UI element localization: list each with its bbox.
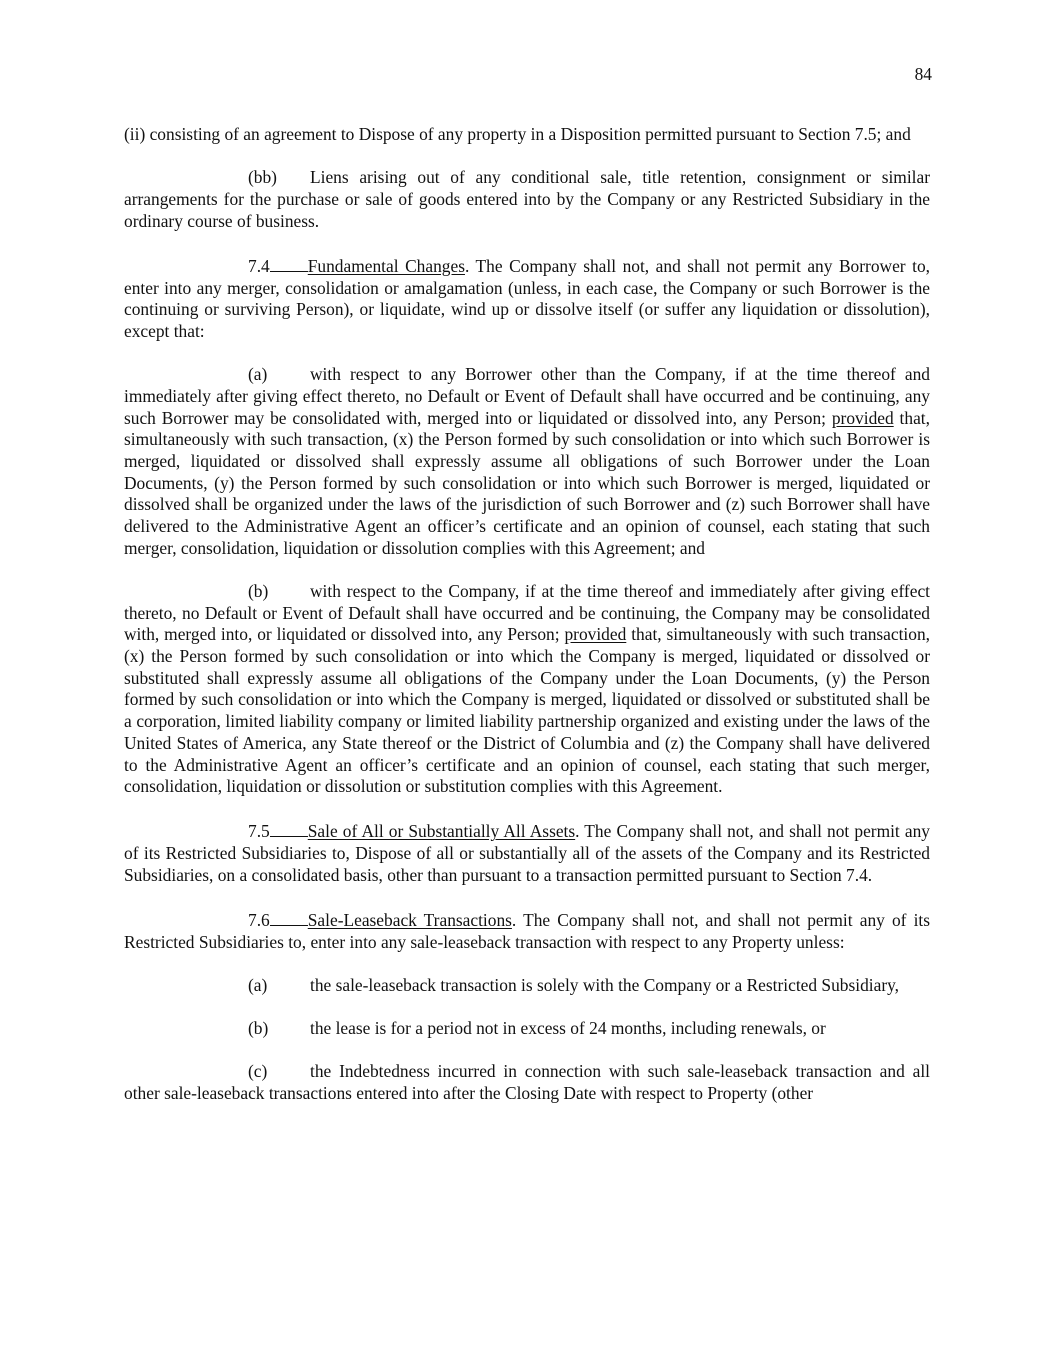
section-7-6 xyxy=(124,908,930,953)
heading-leader xyxy=(270,254,308,272)
clause-7-6-b xyxy=(124,1018,930,1040)
section-heading: Sale of All or Substantially All Assets xyxy=(307,821,576,842)
clause-7-6-c xyxy=(124,1061,930,1104)
clause-bb xyxy=(124,167,930,232)
clause-text: the lease is for a period not in excess of 24 months, including renewals, or xyxy=(310,1018,826,1039)
clause-label: (a) xyxy=(248,364,268,385)
document-body xyxy=(124,124,930,1126)
clause-text-continued: that, simultaneously with such transaction, (x) the Person formed by such consolidation or into which such Borrower is merged, liquidated or dissolved shall expressly assume all obligations of such Borrower under the Loan Documents, (y) the Person formed by such consolidation or into which such Borrower is merged, liquidated or dissolved shall be organized under the laws of the jurisdiction of such Borrower and (z) such Borrower shall have delivered to the Administrative Agent an officer’s certificate and an opinion of counsel, each stating that such merger, consolidation, liquidation or dissolution complies with this Agreement; and xyxy=(124,407,930,558)
section-7-5 xyxy=(124,819,930,886)
clause-text-continued: that, simultaneously with such transaction, (x) the Person formed by such consolidation or into which the Company is merged, liquidated or dissolved or substituted shall expressly assume all obligations of the Company under the Loan Documents, (y) the Person formed by such consolidation or into which the Company is merged, liquidated or dissolved or substituted shall be a corporation, limited liability company or limited liability partnership organized and existing under the laws of the United States of America, any State thereof or the District of Columbia and (z) the Company shall have delivered to the Administrative Agent an officer’s certificate and an opinion of counsel, each stating that such merger, consolidation, liquidation or dissolution or substitution complies with this Agreement. xyxy=(124,624,930,797)
section-7-4 xyxy=(124,254,930,343)
section-number: 7.4 xyxy=(248,255,270,276)
clause-7-6-a xyxy=(124,975,930,997)
clause-label: (b) xyxy=(248,1018,269,1039)
section-number: 7.6 xyxy=(248,910,270,931)
section-heading: Sale-Leaseback Transactions xyxy=(307,910,512,931)
paragraph-continuation: (ii) consisting of an agreement to Dispose of any property in a Disposition permitted pursuant to Section 7.5; and xyxy=(124,124,911,144)
heading-leader xyxy=(270,819,308,837)
clause-label: (a) xyxy=(248,975,268,995)
clause-text: with respect to any Borrower other than the Company, if at the time thereof and immediately after giving effect thereto, no Default or Event of Default shall have occurred and be continuing, any such Borrower may be consolidated with, merged into or liquidated or dissolved into, any Person; xyxy=(124,364,930,428)
clause-text: the sale-leaseback transaction is solely with the Company or a Restricted Subsidiary, xyxy=(310,975,900,995)
clause-text: Liens arising out of any conditional sale, title retention, consignment or similar arrangements for the purchase or sale of goods entered into by the Company or any Restricted Subsidiary in the ordinary course of business. xyxy=(124,167,930,231)
section-text: . The Company shall not, and shall not permit any of its Restricted Subsidiaries to, Dispose of all or substantially all of the assets of the Company and its Restricted Subsidiaries, on a consolidated basis, other than pursuant to a transaction permitted pursuant to Section 7.4. xyxy=(124,821,930,885)
clause-label: (c) xyxy=(248,1061,268,1082)
clause-7-4-a xyxy=(124,364,930,559)
clause-7-4-b xyxy=(124,581,930,798)
clause-label: (b) xyxy=(248,580,269,601)
clause-label: (bb) xyxy=(248,167,277,188)
section-heading: Fundamental Changes xyxy=(307,255,465,276)
provided-term: provided xyxy=(564,624,627,645)
provided-term: provided xyxy=(831,407,894,428)
clause-text: with respect to the Company, if at the time thereof and immediately after giving effect thereto, no Default or Event of Default shall have occurred and be continuing, the Company may be consolidated with, merged into, or liquidated or dissolved into, any Person; xyxy=(124,580,930,645)
section-text: . The Company shall not, and shall not permit any Borrower to, enter into any merger, consolidation or amalgamation (unless, in each case, the Company or such Borrower is the continuing or surviving Person), or liquidate, wind up or dissolve itself (or suffer any liquidation or dissolution), except that: xyxy=(124,255,930,341)
section-text: . The Company shall not, and shall not permit any of its Restricted Subsidiaries to, enter into any sale-leaseback transaction with respect to any Property unless: xyxy=(124,910,930,952)
section-number: 7.5 xyxy=(248,821,270,842)
clause-text: the Indebtedness incurred in connection with such sale-leaseback transaction and all other sale-leaseback transactions entered into after the Closing Date with respect to Property (other xyxy=(124,1061,930,1104)
page-number: 84 xyxy=(914,64,932,84)
heading-leader xyxy=(270,908,308,926)
